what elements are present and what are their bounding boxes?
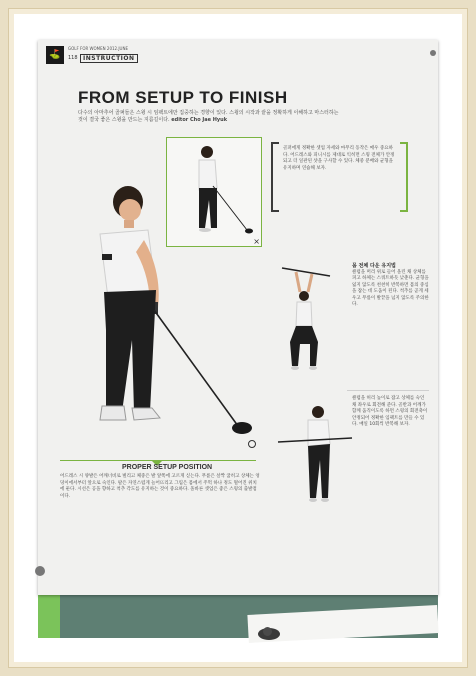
address-photo	[166, 137, 262, 247]
page-number: 118	[68, 55, 78, 61]
magazine-page	[38, 40, 438, 595]
caption-heading: 몸 전체 다운 유지법	[352, 263, 396, 269]
pushpin-icon	[430, 50, 436, 56]
pushpin-icon	[35, 566, 45, 576]
page-header	[46, 46, 186, 64]
left-bracket	[271, 142, 279, 212]
close-icon: ×	[253, 237, 260, 246]
setup-text: 어드레스 시 양발은 어깨너비로 벌리고 체중은 발 앞쪽에 고르게 싣는다. 무릎은 살짝 굽히고 상체는 엉덩이에서부터 앞으로 숙인다. 팔은 자연스럽게 늘어뜨리고 그립은 몸에서 주먹 하나 정도 떨어진 위치에 둔다. 시선은 공을 향하고 척추 각도를 유지하는 것이 중요하다. 올바른 셋업은 좋은 스윙의 출발점이다.	[60, 474, 260, 499]
editor-credit: editor Cho Jae Hyuk	[171, 117, 228, 123]
setup-heading: PROPER SETUP POSITION	[122, 464, 213, 471]
right-bracket	[400, 142, 408, 212]
overhead-drill-caption	[352, 263, 430, 309]
green-strip	[38, 594, 60, 638]
pushpin-icon	[263, 627, 272, 636]
section-label: INSTRUCTION	[80, 54, 138, 63]
article-title: FROM SETUP TO FINISH	[78, 88, 288, 107]
overhead-drill-photo	[270, 258, 346, 388]
caption-body: 클럽을 머리 위로 들어 올린 채 상체를 펴고 하체는 스쿼트하듯 낮춘다. 균형을 잃지 않도록 천천히 반복하면 몸의 중심을 잡는 데 도움이 된다. 척추를 곧게 세우고 무릎이 발끝을 넘지 않도록 주의한다.	[352, 269, 429, 307]
quote-text: 골퍼에게 정확한 셋업 자세와 마무리 동작은 매우 중요하다. 어드레스와 피니시를 제대로 익히면 스윙 전체가 안정되고 더 일관된 샷을 구사할 수 있다. 체중 분배와 균형을 유지하며 연습해 보자.	[283, 146, 395, 171]
waist-drill-photo	[274, 402, 356, 524]
address-golfer-figure	[167, 138, 261, 246]
intro-body: 다수의 아마추어 골퍼들은 스윙 시 임팩트에만 집중하는 경향이 있다. 스윙의 시작과 끝을 정확하게 이해하고 마스터하는 것이 결국 좋은 스윙을 만드는 지름길이다.	[78, 110, 339, 123]
intro-text	[78, 110, 340, 124]
section-divider	[347, 390, 429, 391]
quote-box	[271, 142, 408, 208]
waist-drill-caption	[352, 396, 430, 429]
magazine-caption: GOLF FOR WOMEN 2012.JUNE	[68, 46, 128, 51]
background-board	[38, 594, 438, 638]
golfer-logo-icon: ⛳	[46, 46, 64, 64]
ball-marker	[248, 440, 256, 448]
caption-body: 클럽을 허리 높이로 잡고 상체를 숙인 채 좌우로 회전해 준다. 골반과 어깨가 함께 움직이도록 하면 스윙의 회전축이 안정되어 정확한 임팩트를 만들 수 있다. 매일 10회씩 반복해 보자.	[352, 396, 428, 427]
